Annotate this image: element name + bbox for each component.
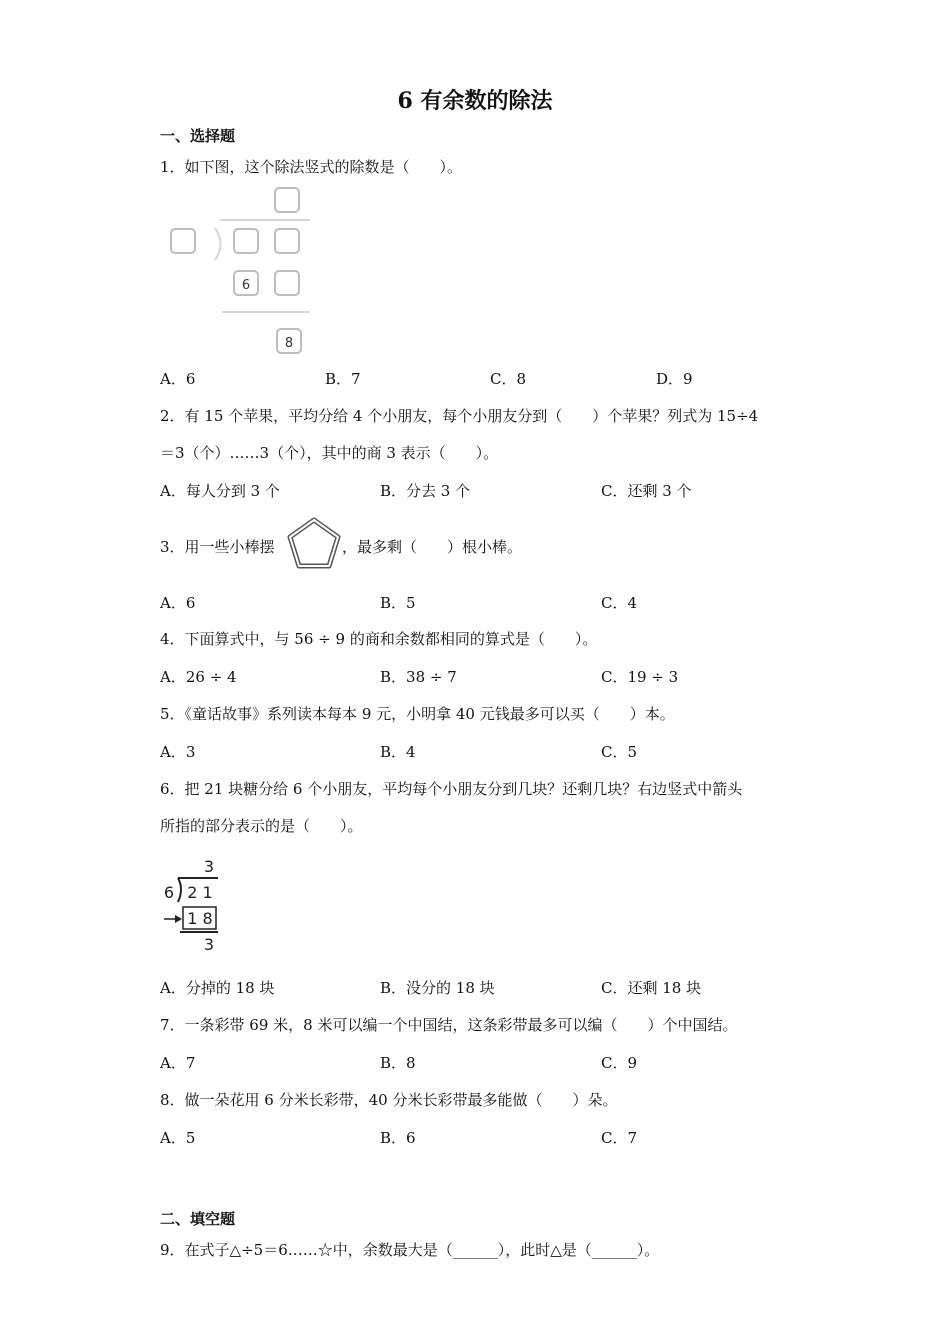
question-2-line-2: ＝3（个）……3（个），其中的商 3 表示（ ）。 xyxy=(160,444,499,462)
q7-option-a: A．7 xyxy=(160,1054,196,1072)
q4-option-c: C．19 ÷ 3 xyxy=(601,668,679,686)
q4-option-a: A．26 ÷ 4 xyxy=(160,668,237,686)
page-title: 6 有余数的除法 xyxy=(397,88,553,114)
q1-option-d: D．9 xyxy=(656,370,693,388)
q6-remainder: 3 xyxy=(203,935,215,954)
question-4: 4．下面算式中，与 56 ÷ 9 的商和余数都相同的算式是（ ）。 xyxy=(160,630,598,648)
q3-option-a: A．6 xyxy=(160,594,196,612)
section-heading-choice: 一、选择题 xyxy=(160,127,236,145)
question-6-line-1: 6．把 21 块糖分给 6 个小朋友，平均每个小朋友分到几块？还剩几块？右边竖式中箭头 xyxy=(160,780,743,798)
given-digit-6: 6 xyxy=(241,278,251,293)
q5-option-b: B．4 xyxy=(380,743,416,761)
q7-option-b: B．8 xyxy=(380,1054,416,1072)
given-digit-8: 8 xyxy=(284,336,294,351)
q4-option-b: B．38 ÷ 7 xyxy=(380,668,457,686)
q6-quotient: 3 xyxy=(203,857,215,876)
question-2-line-1: 2．有 15 个苹果，平均分给 4 个小朋友，每个小朋友分到（ ）个苹果？列式为 15÷4 xyxy=(160,407,759,425)
q1-option-a: A．6 xyxy=(160,370,196,388)
q2-option-b: B．分去 3 个 xyxy=(380,482,471,500)
q8-option-b: B．6 xyxy=(380,1129,416,1147)
question-8: 8．做一朵花用 6 分米长彩带，40 分米长彩带最多能做（ ）朵。 xyxy=(160,1091,618,1109)
q3-option-b: B．5 xyxy=(380,594,416,612)
question-9: 9．在式子△÷5＝6……☆中，余数最大是（______），此时△是（______）。 xyxy=(160,1241,660,1259)
q6-divisor: 6 xyxy=(163,883,175,902)
box-divisor xyxy=(171,229,195,253)
q1-option-b: B．7 xyxy=(325,370,361,388)
q6-division-figure xyxy=(160,852,240,957)
section-heading-fill: 二、填空题 xyxy=(160,1210,236,1228)
box-dividend-tens xyxy=(234,229,258,253)
q1-division-figure xyxy=(160,182,330,358)
question-3-after: ，最多剩（ ）根小棒。 xyxy=(342,538,523,556)
q5-option-c: C．5 xyxy=(601,743,638,761)
question-5: 5．《童话故事》系列读本每本 9 元，小明拿 40 元钱最多可以买（ ）本。 xyxy=(160,705,675,723)
arrow-icon xyxy=(175,915,182,923)
box-product-ones xyxy=(275,271,299,295)
q6-division-bracket xyxy=(178,878,181,902)
question-6-line-2: 所指的部分表示的是（ ）。 xyxy=(160,817,363,835)
question-7: 7．一条彩带 69 米，8 米可以编一个中国结，这条彩带最多可以编（ ）个中国结。 xyxy=(160,1016,738,1034)
question-3-before: 3．用一些小棒摆 xyxy=(160,538,275,556)
q8-option-c: C．7 xyxy=(601,1129,638,1147)
q2-option-c: C．还剩 3 个 xyxy=(601,482,692,500)
q6-dividend: 2 1 xyxy=(187,883,213,902)
q6-product: 1 8 xyxy=(187,909,213,928)
q2-option-a: A．每人分到 3 个 xyxy=(160,482,280,500)
question-1: 1．如下图，这个除法竖式的除数是（ ）。 xyxy=(160,158,463,176)
box-dividend-ones xyxy=(275,229,299,253)
q1-option-c: C．8 xyxy=(490,370,527,388)
q7-option-c: C．9 xyxy=(601,1054,638,1072)
q8-option-a: A．5 xyxy=(160,1129,196,1147)
q6-option-b: B．没分的 18 块 xyxy=(380,979,495,997)
box-quotient xyxy=(275,188,299,212)
q6-option-c: C．还剩 18 块 xyxy=(601,979,702,997)
q5-option-a: A．3 xyxy=(160,743,196,761)
q6-option-a: A．分掉的 18 块 xyxy=(160,979,275,997)
q3-option-c: C．4 xyxy=(601,594,638,612)
division-bracket xyxy=(215,228,221,260)
pentagon-sticks-icon xyxy=(284,514,344,576)
